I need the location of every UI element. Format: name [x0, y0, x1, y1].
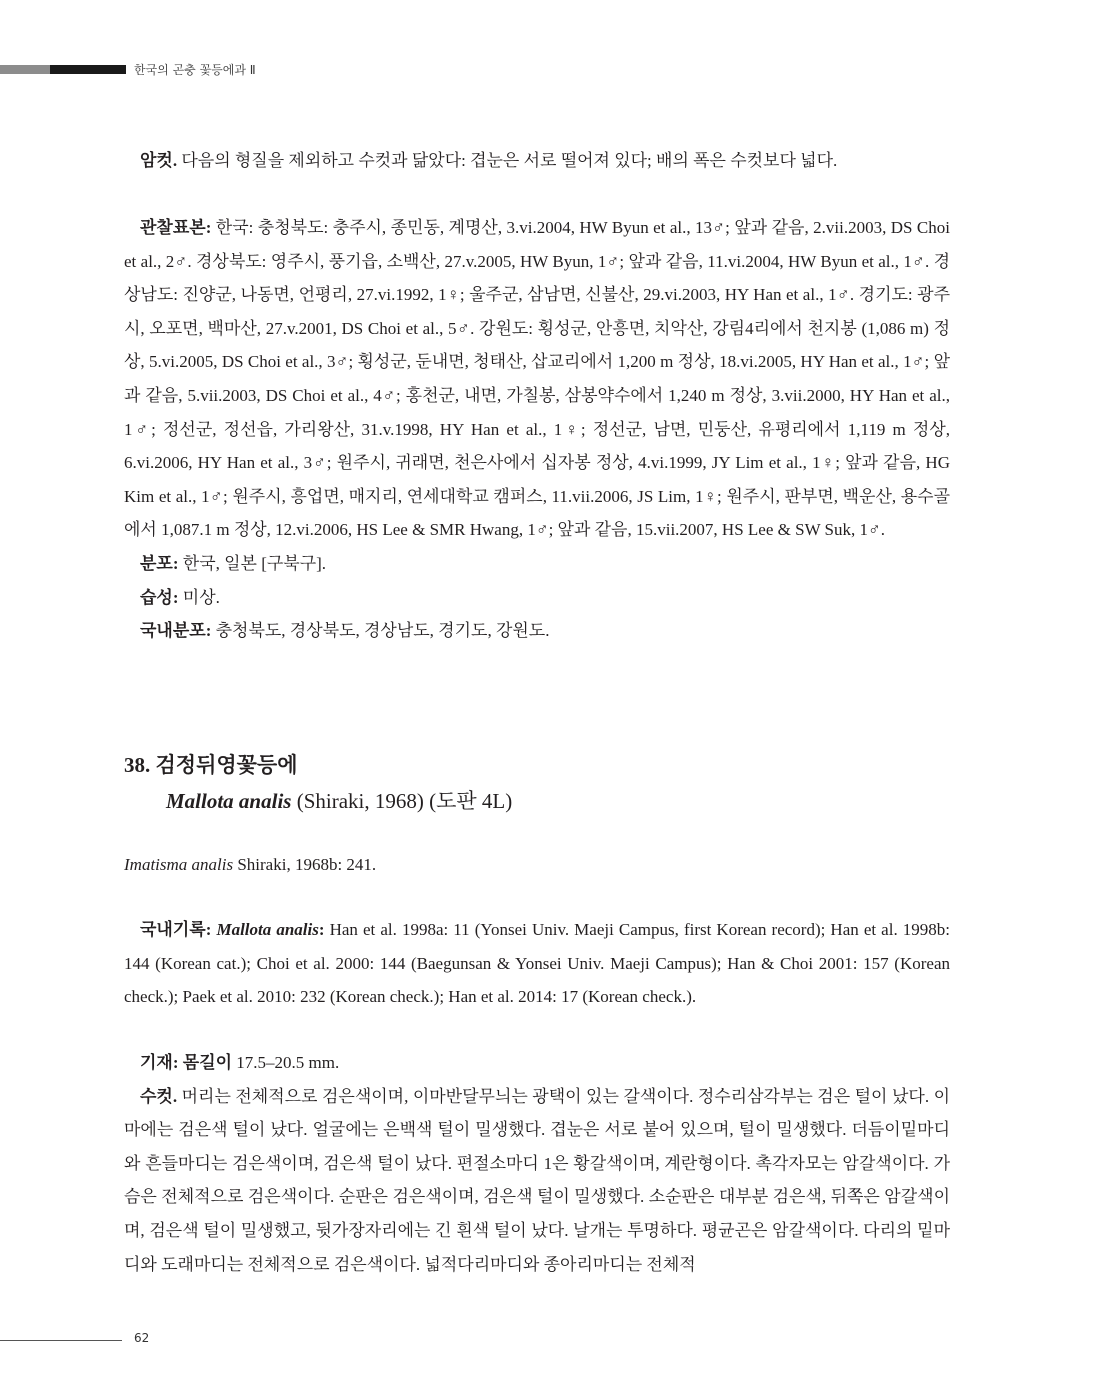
- female-text: 다음의 형질을 제외하고 수컷과 닮았다: 겹눈은 서로 떨어져 있다; 배의 폭은 수컷보다 넓다.: [177, 151, 838, 170]
- records-paragraph: [124, 913, 950, 1014]
- records-label: 국내기록:: [140, 920, 212, 939]
- domestic-label: 국내분포:: [140, 621, 212, 641]
- species-author-plate: (Shiraki, 1968) (도판 4L): [291, 789, 513, 813]
- records-name: Mallota analis: [216, 920, 319, 939]
- footer-rule: [0, 1340, 122, 1341]
- header-bar-gray: [0, 65, 50, 74]
- female-paragraph: [124, 144, 950, 178]
- habits-label: 습성:: [140, 587, 179, 607]
- description-block: [124, 1046, 950, 1281]
- synonym-name: Imatisma analis: [124, 855, 234, 874]
- running-header: 한국의 곤충 꽃등에과 Ⅱ: [134, 63, 256, 77]
- description-label: 기재:: [140, 1053, 179, 1072]
- header-bar-black: [50, 65, 126, 74]
- species-scientific-name: Mallota analis: [166, 789, 292, 813]
- synonym-ref: Shiraki, 1968b: 241.: [233, 855, 377, 874]
- records-text: Han et al. 1998a: 11 (Yonsei Univ. Maeji Campus, first Korean record); Han et al. 1998b: 144 (Korean cat.); Choi et al. 2000: 144 (Baegunsan & Yonsei Univ. Maeji Campus); Han & Choi 2001: 157 (Korean check.); Paek et al. 2010: 232 (Korean check.); Han et al. 2014: 17 (Korean check.).: [124, 920, 951, 1007]
- synonym-line: [124, 848, 950, 882]
- distribution-label: 분포:: [140, 553, 179, 573]
- habits-text: 미상.: [178, 587, 220, 607]
- specimens-label: 관찰표본:: [140, 218, 212, 237]
- male-text: 머리는 전체적으로 검은색이며, 이마반달무늬는 광택이 있는 갈색이다. 정수리삼각부는 검은 털이 났다. 이마에는 검은색 털이 났다. 얼굴에는 은백색 털이 밀생했다. 겹눈은 서로 붙어 있으며, 털이 밀생했다. 더듬이밑마디와 흔들마디는 검은색이며, 검은색 털이 났다. 편절소마디 1은 황갈색이며, 계란형이다. 촉각자모는 암갈색이다. 가슴은 전체적으로 검은색이다. 순판은 검은색이며, 검은색 털이 밀생했다. 소순판은 대부분 검은색, 뒤쪽은 암갈색이며, 검은색 털이 밀생했고, 뒷가장자리에는 긴 흰색 털이 났다. 날개는 투명하다. 평균곤은 암갈색이다. 다리의 밑마디와 도래마디는 전체적으로 검은색이다. 넓적다리마디와 종아리마디는 전체적: [124, 1086, 950, 1274]
- specimens-block: [124, 211, 950, 648]
- female-label: 암컷.: [140, 151, 178, 170]
- species-subheading: [166, 784, 992, 818]
- records-colon: :: [318, 920, 325, 939]
- bodylength-label: 몸길이: [182, 1053, 233, 1072]
- domestic-text: 충청북도, 경상북도, 경상남도, 경기도, 강원도.: [211, 621, 550, 641]
- male-label: 수컷.: [140, 1086, 178, 1106]
- specimens-text: 한국: 충청북도: 충주시, 종민동, 계명산, 3.vi.2004, HW Byun et al., 13♂; 앞과 같음, 2.vii.2003, DS Choi et al., 2♂. 경상북도: 영주시, 풍기읍, 소백산, 27.v.2005, HW Byun, 1♂; 앞과 같음, 11.vi.2004, HW Byun et al., 1♂. 경상남도: 진양군, 나동면, 언평리, 27.vi.1992, 1♀; 울주군, 삼남면, 신불산, 29.vi.2003, HY Han et al., 1♂. 경기도: 광주시, 오포면, 백마산, 27.v.2001, DS Choi et al., 5♂. 강원도: 횡성군, 안흥면, 치악산, 강림4리에서 천지봉 (1,086 m) 정상, 5.vi.2005, DS Choi et al., 3♂; 횡성군, 둔내면, 청태산, 삽교리에서 1,200 m 정상, 18.vi.2005, HY Han et al., 1♂; 앞과 같음, 5.vii.2003, DS Choi et al., 4♂; 홍천군, 내면, 가칠봉, 삼봉약수에서 1,240 m 정상, 3.vii.2000, HY Han et al., 1♂; 정선군, 정선읍, 가리왕산, 31.v.1998, HY Han et al., 1♀; 정선군, 남면, 민둥산, 유평리에서 1,119 m 정상, 6.vi.2006, HY Han et al., 3♂; 원주시, 귀래면, 천은사에서 십자봉 정상, 4.vi.1999, JY Lim et al., 1♀; 앞과 같음, HG Kim et al., 1♂; 원주시, 흥업면, 매지리, 연세대학교 캠퍼스, 11.vii.2006, JS Lim, 1♀; 원주시, 판부면, 백운산, 용수골에서 1,087.1 m 정상, 12.vi.2006, HS Lee & SMR Hwang, 1♂; 앞과 같음, 15.vii.2007, HS Lee & SW Suk, 1♂.: [124, 218, 950, 540]
- distribution-text: 한국, 일본 [구북구].: [178, 553, 327, 573]
- bodylength-value: 17.5–20.5 mm.: [232, 1053, 340, 1072]
- page-number: 62: [134, 1331, 150, 1345]
- species-heading: 38. 검정뒤영꽃등에: [124, 753, 298, 777]
